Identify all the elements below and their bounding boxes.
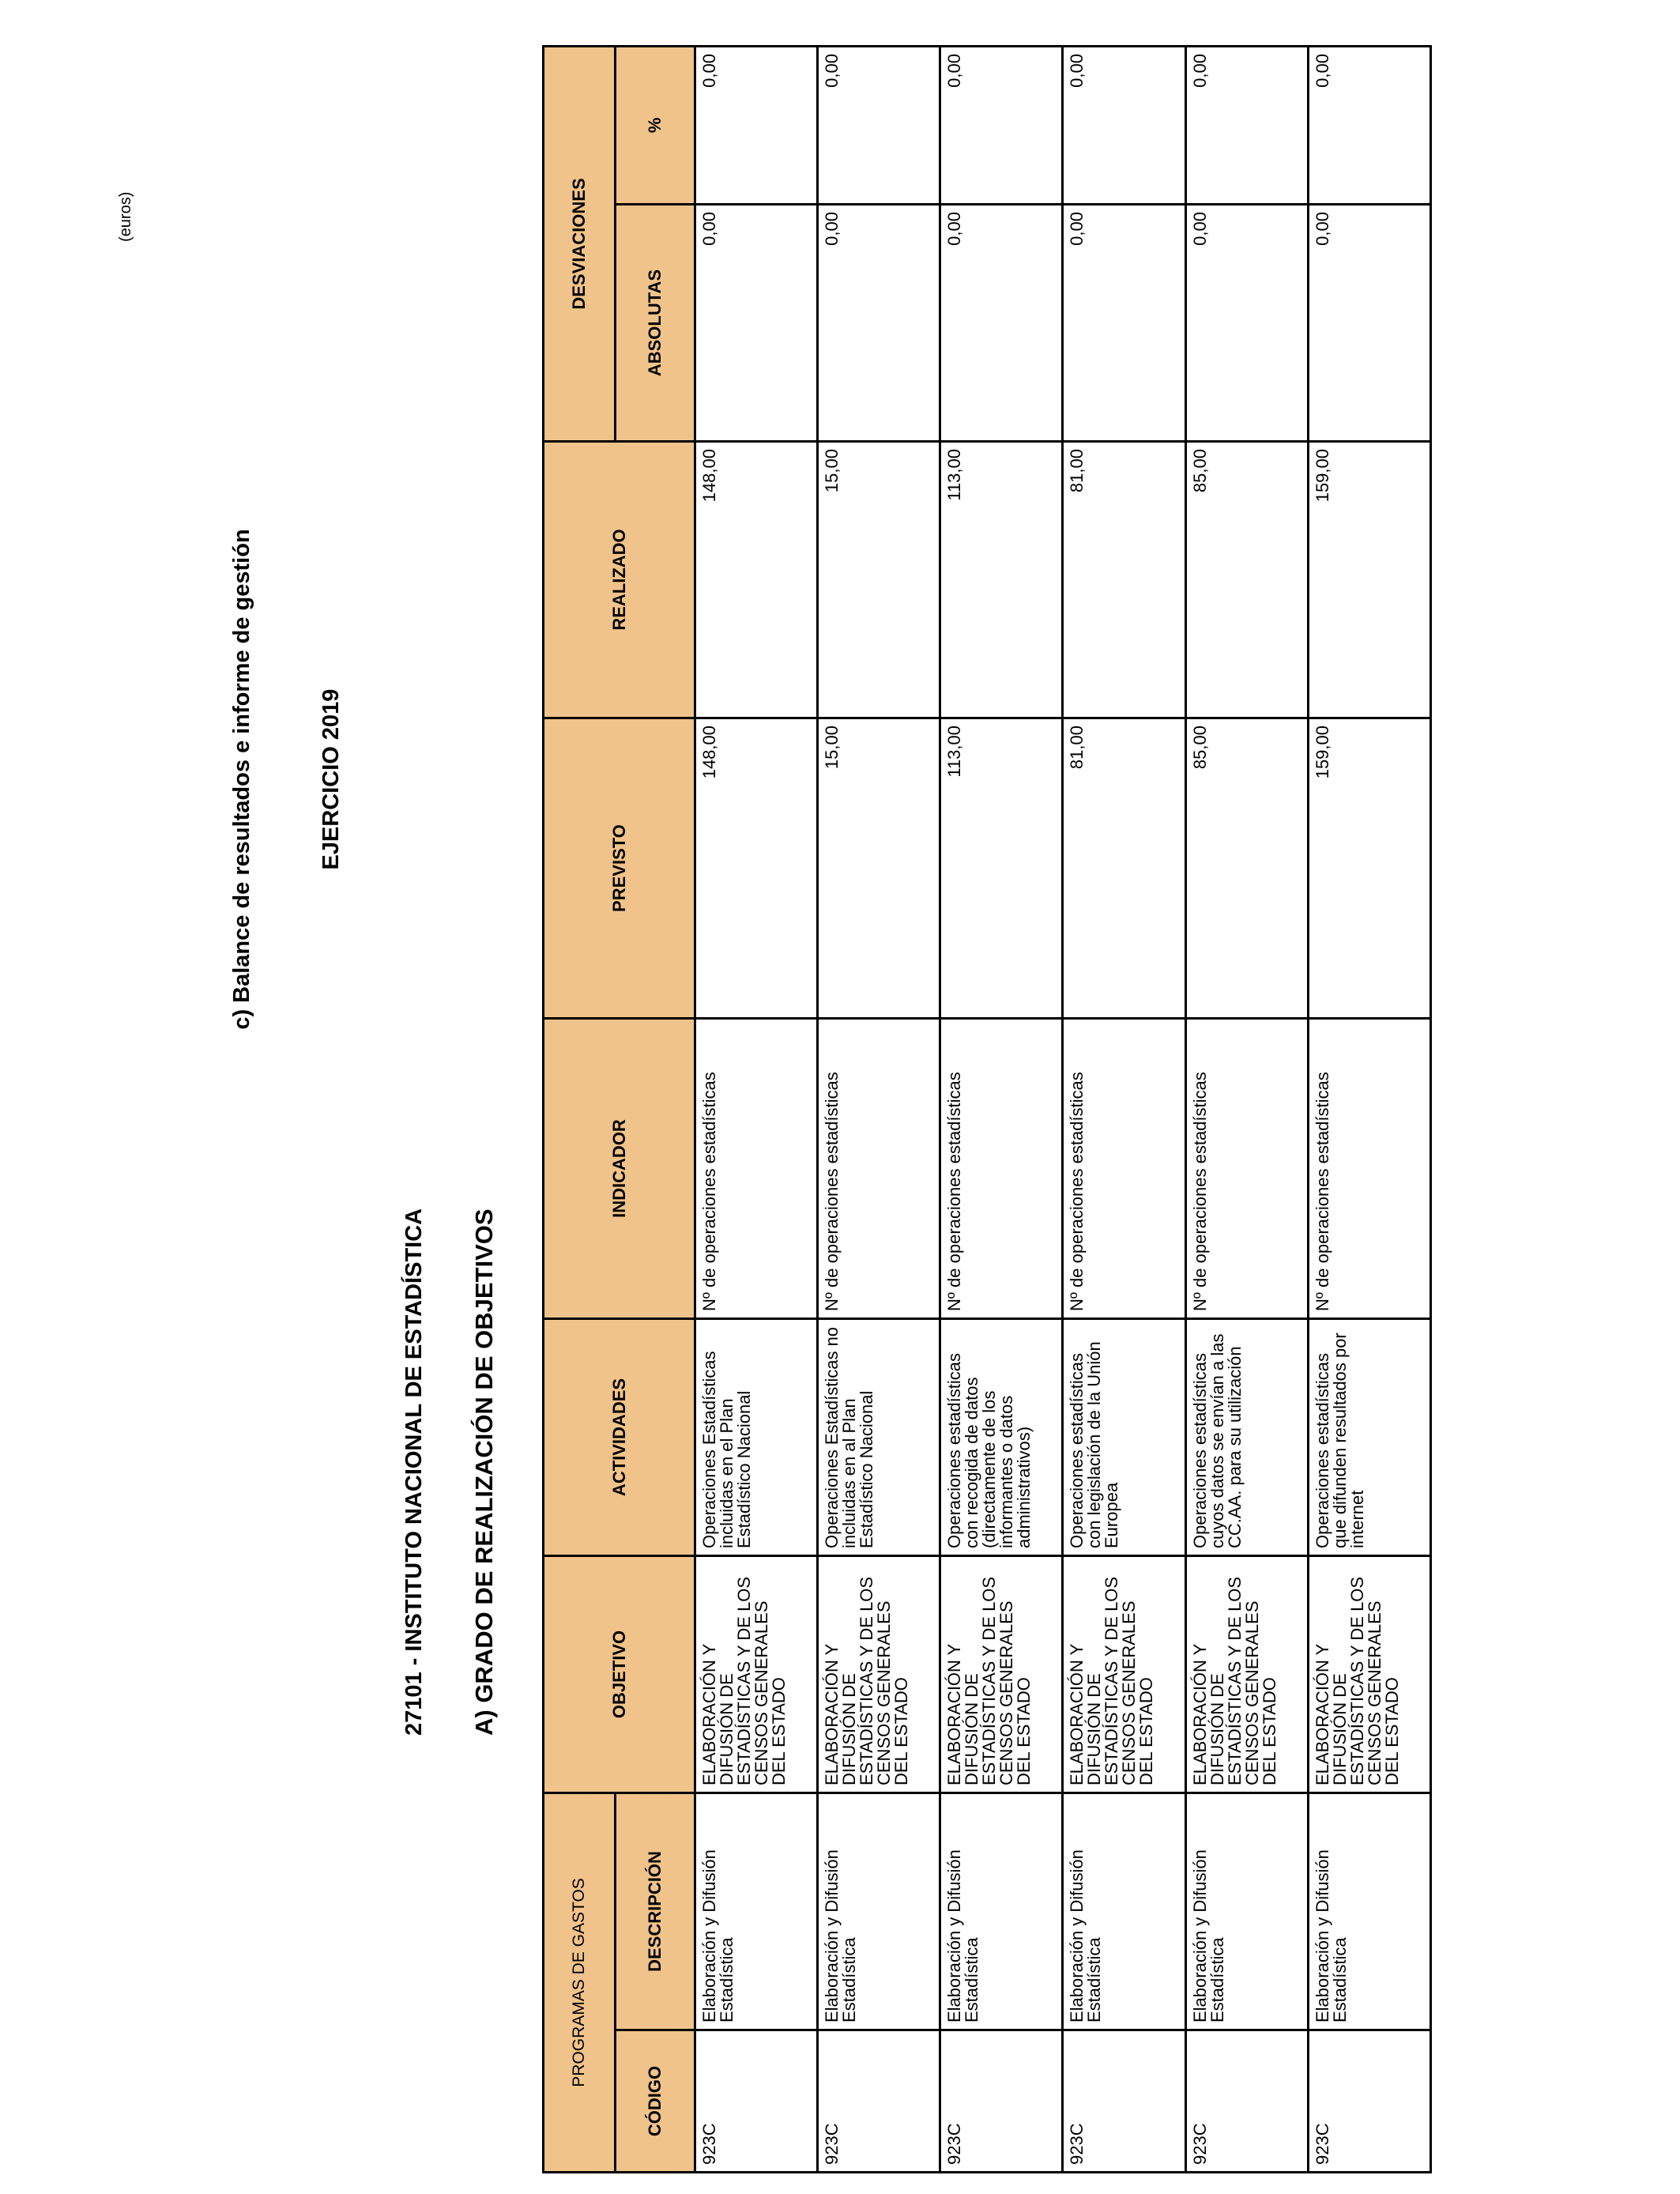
cell-descripcion: Elaboración y Difusión Estadística (695, 1793, 818, 2030)
table-body (695, 46, 1431, 2172)
cell-realizado: 113,00 (940, 442, 1063, 718)
cell-objetivo: ELABORACIÓN Y DIFUSIÓN DE ESTADÍSTICAS Y DE LOS CENSOS GENERALES DEL ESTADO (1185, 1556, 1308, 1793)
cell-descripcion: Elaboración y Difusión Estadística (818, 1793, 940, 2030)
cell-realizado: 148,00 (695, 442, 818, 718)
cell-realizado: 85,00 (1185, 442, 1308, 718)
table-row (940, 46, 1063, 2172)
table-row (1185, 46, 1308, 2172)
cell-objetivo: ELABORACIÓN Y DIFUSIÓN DE ESTADÍSTICAS Y DE LOS CENSOS GENERALES DEL ESTADO (818, 1556, 940, 1793)
cell-realizado: 81,00 (1063, 442, 1185, 718)
cell-previsto: 15,00 (818, 718, 940, 1019)
cell-previsto: 148,00 (695, 718, 818, 1019)
cell-codigo: 923C (818, 2030, 940, 2173)
header-objetivo: OBJETIVO (544, 1556, 695, 1793)
header-programas-de-gastos: PROGRAMAS DE GASTOS (544, 1793, 616, 2173)
header-descripcion: DESCRIPCIÓN (616, 1793, 695, 2030)
cell-previsto: 81,00 (1063, 718, 1185, 1019)
cell-indicador: Nº de operaciones estadísticas (818, 1019, 940, 1319)
table-row (818, 46, 940, 2172)
cell-objetivo: ELABORACIÓN Y DIFUSIÓN DE ESTADÍSTICAS Y DE LOS CENSOS GENERALES DEL ESTADO (1308, 1556, 1430, 1793)
cell-absolutas: 0,00 (940, 205, 1063, 442)
cell-actividades: Operaciones estadísticas con recogida de datos (directamente de los informantes o datos administrativos) (940, 1319, 1063, 1556)
section-title: A) GRADO DE REALIZACIÓN DE OBJETIVOS (470, 1208, 498, 1736)
header-desviaciones: DESVIACIONES (544, 46, 616, 441)
cell-previsto: 159,00 (1308, 718, 1430, 1019)
cell-absolutas: 0,00 (818, 205, 940, 442)
cell-porcentaje: 0,00 (1308, 46, 1430, 204)
objectives-table (542, 45, 1432, 2173)
cell-previsto: 113,00 (940, 718, 1063, 1019)
cell-actividades: Operaciones estadísticas con legislación de la Unión Europea (1063, 1319, 1185, 1556)
units-label: (euros) (117, 191, 134, 242)
document-title: c) Balance de resultados e informe de gestión (229, 529, 254, 1030)
cell-realizado: 159,00 (1308, 442, 1430, 718)
cell-codigo: 923C (695, 2030, 818, 2173)
cell-realizado: 15,00 (818, 442, 940, 718)
cell-descripcion: Elaboración y Difusión Estadística (1308, 1793, 1430, 2030)
header-absolutas: ABSOLUTAS (616, 205, 695, 442)
cell-actividades: Operaciones estadísticas cuyos datos se envían a las CC.AA. para su utilización (1185, 1319, 1308, 1556)
header-codigo: CÓDIGO (616, 2030, 695, 2173)
cell-actividades: Operaciones estadísticas que difunden resultados por internet (1308, 1319, 1430, 1556)
cell-objetivo: ELABORACIÓN Y DIFUSIÓN DE ESTADÍSTICAS Y DE LOS CENSOS GENERALES DEL ESTADO (940, 1556, 1063, 1793)
table-row (695, 46, 818, 2172)
cell-absolutas: 0,00 (1063, 205, 1185, 442)
cell-porcentaje: 0,00 (940, 46, 1063, 204)
cell-previsto: 85,00 (1185, 718, 1308, 1019)
cell-indicador: Nº de operaciones estadísticas (695, 1019, 818, 1319)
cell-codigo: 923C (1063, 2030, 1185, 2173)
cell-descripcion: Elaboración y Difusión Estadística (940, 1793, 1063, 2030)
header-indicador: INDICADOR (544, 1019, 695, 1319)
table-row (1063, 46, 1185, 2172)
cell-indicador: Nº de operaciones estadísticas (1063, 1019, 1185, 1319)
cell-actividades: Operaciones Estadísticas no incluidas en al Plan Estadístico Nacional (818, 1319, 940, 1556)
cell-porcentaje: 0,00 (1063, 46, 1185, 204)
header-porcentaje: % (616, 46, 695, 204)
header-actividades: ACTIVIDADES (544, 1319, 695, 1556)
cell-objetivo: ELABORACIÓN Y DIFUSIÓN DE ESTADÍSTICAS Y DE LOS CENSOS GENERALES DEL ESTADO (695, 1556, 818, 1793)
cell-porcentaje: 0,00 (818, 46, 940, 204)
fiscal-year: EJERCICIO 2019 (318, 688, 344, 870)
cell-codigo: 923C (940, 2030, 1063, 2173)
cell-absolutas: 0,00 (1185, 205, 1308, 442)
cell-indicador: Nº de operaciones estadísticas (1308, 1019, 1430, 1319)
cell-absolutas: 0,00 (1308, 205, 1430, 442)
header-realizado: REALIZADO (544, 442, 695, 718)
cell-codigo: 923C (1308, 2030, 1430, 2173)
cell-indicador: Nº de operaciones estadísticas (940, 1019, 1063, 1319)
cell-porcentaje: 0,00 (1185, 46, 1308, 204)
table-row (1308, 46, 1430, 2172)
organization-name: 27101 - INSTITUTO NACIONAL DE ESTADÍSTICA (401, 1208, 427, 1736)
cell-codigo: 923C (1185, 2030, 1308, 2173)
cell-descripcion: Elaboración y Difusión Estadística (1063, 1793, 1185, 2030)
cell-actividades: Operaciones Estadísticas incluidas en el Plan Estadístico Nacional (695, 1319, 818, 1556)
cell-indicador: Nº de operaciones estadísticas (1185, 1019, 1308, 1319)
cell-objetivo: ELABORACIÓN Y DIFUSIÓN DE ESTADÍSTICAS Y DE LOS CENSOS GENERALES DEL ESTADO (1063, 1556, 1185, 1793)
cell-absolutas: 0,00 (695, 205, 818, 442)
cell-descripcion: Elaboración y Difusión Estadística (1185, 1793, 1308, 2030)
header-previsto: PREVISTO (544, 718, 695, 1019)
cell-porcentaje: 0,00 (695, 46, 818, 204)
